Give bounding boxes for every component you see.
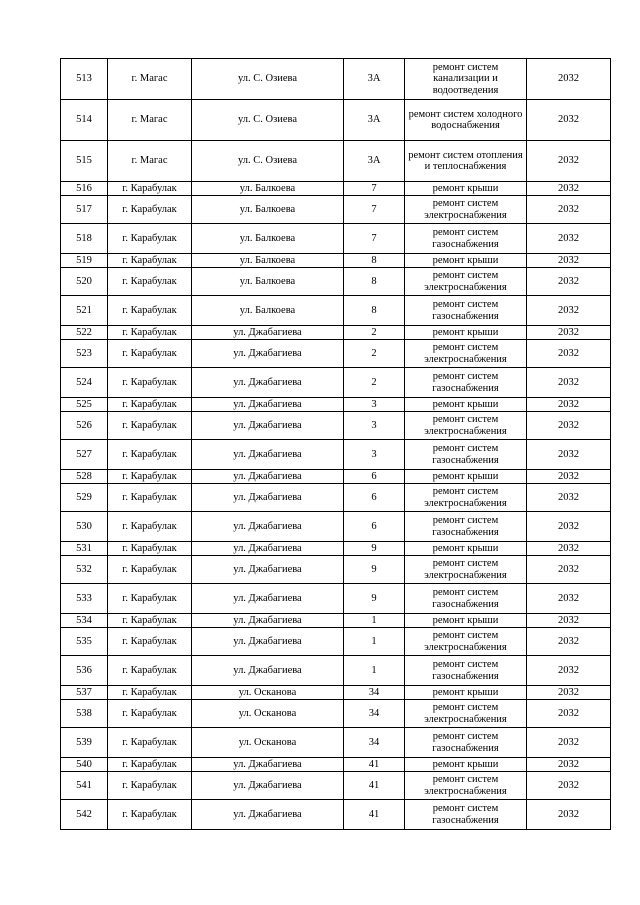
work-type-cell: ремонт систем газоснабжения (405, 800, 527, 830)
year-cell: 2032 (527, 182, 611, 196)
table-row (61, 368, 611, 398)
work-type-cell: ремонт крыши (405, 182, 527, 196)
year-cell: 2032 (527, 268, 611, 296)
row-number-cell: 516 (61, 182, 108, 196)
year-cell: 2032 (527, 686, 611, 700)
table-row (61, 340, 611, 368)
work-type-cell: ремонт систем электроснабжения (405, 628, 527, 656)
work-type-cell: ремонт систем газоснабжения (405, 296, 527, 326)
city-cell: г. Карабулак (108, 656, 192, 686)
row-number-cell: 513 (61, 59, 108, 100)
work-type-cell: ремонт систем газоснабжения (405, 728, 527, 758)
year-cell: 2032 (527, 800, 611, 830)
year-cell: 2032 (527, 584, 611, 614)
house-number-cell: 8 (344, 268, 405, 296)
city-cell: г. Карабулак (108, 700, 192, 728)
row-number-cell: 540 (61, 758, 108, 772)
city-cell: г. Карабулак (108, 772, 192, 800)
year-cell: 2032 (527, 470, 611, 484)
table-row (61, 196, 611, 224)
house-number-cell: 41 (344, 800, 405, 830)
house-number-cell: 8 (344, 296, 405, 326)
table-row (61, 224, 611, 254)
city-cell: г. Карабулак (108, 412, 192, 440)
city-cell: г. Карабулак (108, 758, 192, 772)
work-type-cell: ремонт систем электроснабжения (405, 700, 527, 728)
house-number-cell: 3А (344, 59, 405, 100)
street-cell: ул. Балкоева (192, 268, 344, 296)
work-type-cell: ремонт крыши (405, 254, 527, 268)
row-number-cell: 533 (61, 584, 108, 614)
year-cell: 2032 (527, 100, 611, 141)
house-number-cell: 3А (344, 100, 405, 141)
work-type-cell: ремонт систем газоснабжения (405, 656, 527, 686)
city-cell: г. Магас (108, 141, 192, 182)
work-type-cell: ремонт крыши (405, 686, 527, 700)
city-cell: г. Карабулак (108, 440, 192, 470)
year-cell: 2032 (527, 224, 611, 254)
work-type-cell: ремонт систем холодного водоснабжения (405, 100, 527, 141)
city-cell: г. Карабулак (108, 542, 192, 556)
house-number-cell: 41 (344, 772, 405, 800)
year-cell: 2032 (527, 296, 611, 326)
year-cell: 2032 (527, 628, 611, 656)
row-number-cell: 527 (61, 440, 108, 470)
year-cell: 2032 (527, 656, 611, 686)
row-number-cell: 542 (61, 800, 108, 830)
street-cell: ул. Осканова (192, 728, 344, 758)
city-cell: г. Карабулак (108, 628, 192, 656)
row-number-cell: 530 (61, 512, 108, 542)
table-row (61, 59, 611, 100)
row-number-cell: 537 (61, 686, 108, 700)
table-row (61, 254, 611, 268)
work-type-cell: ремонт крыши (405, 398, 527, 412)
table-row (61, 628, 611, 656)
street-cell: ул. Осканова (192, 700, 344, 728)
year-cell: 2032 (527, 398, 611, 412)
house-number-cell: 2 (344, 326, 405, 340)
table-row (61, 398, 611, 412)
table-row (61, 556, 611, 584)
table-row (61, 700, 611, 728)
work-type-cell: ремонт систем электроснабжения (405, 412, 527, 440)
house-number-cell: 1 (344, 656, 405, 686)
house-number-cell: 6 (344, 470, 405, 484)
year-cell: 2032 (527, 772, 611, 800)
table-row (61, 584, 611, 614)
street-cell: ул. Джабагиева (192, 542, 344, 556)
table-row (61, 728, 611, 758)
work-type-cell: ремонт систем электроснабжения (405, 484, 527, 512)
street-cell: ул. Джабагиева (192, 512, 344, 542)
house-number-cell: 7 (344, 182, 405, 196)
row-number-cell: 541 (61, 772, 108, 800)
year-cell: 2032 (527, 412, 611, 440)
table-row (61, 686, 611, 700)
street-cell: ул. Балкоева (192, 196, 344, 224)
work-type-cell: ремонт крыши (405, 470, 527, 484)
house-number-cell: 3 (344, 398, 405, 412)
street-cell: ул. Джабагиева (192, 556, 344, 584)
table-row (61, 772, 611, 800)
city-cell: г. Карабулак (108, 484, 192, 512)
house-number-cell: 7 (344, 196, 405, 224)
row-number-cell: 520 (61, 268, 108, 296)
house-number-cell: 41 (344, 758, 405, 772)
year-cell: 2032 (527, 340, 611, 368)
city-cell: г. Карабулак (108, 800, 192, 830)
row-number-cell: 525 (61, 398, 108, 412)
street-cell: ул. Осканова (192, 686, 344, 700)
house-number-cell: 34 (344, 700, 405, 728)
row-number-cell: 515 (61, 141, 108, 182)
city-cell: г. Карабулак (108, 584, 192, 614)
year-cell: 2032 (527, 512, 611, 542)
work-type-cell: ремонт крыши (405, 614, 527, 628)
street-cell: ул. Джабагиева (192, 614, 344, 628)
house-number-cell: 3 (344, 412, 405, 440)
year-cell: 2032 (527, 59, 611, 100)
city-cell: г. Карабулак (108, 556, 192, 584)
street-cell: ул. Джабагиева (192, 584, 344, 614)
row-number-cell: 538 (61, 700, 108, 728)
city-cell: г. Карабулак (108, 254, 192, 268)
table-row (61, 100, 611, 141)
year-cell: 2032 (527, 254, 611, 268)
city-cell: г. Карабулак (108, 470, 192, 484)
street-cell: ул. Балкоева (192, 182, 344, 196)
city-cell: г. Карабулак (108, 614, 192, 628)
house-number-cell: 2 (344, 368, 405, 398)
row-number-cell: 531 (61, 542, 108, 556)
table-body (61, 59, 611, 830)
city-cell: г. Карабулак (108, 340, 192, 368)
table-row (61, 326, 611, 340)
year-cell: 2032 (527, 440, 611, 470)
street-cell: ул. Джабагиева (192, 470, 344, 484)
house-number-cell: 34 (344, 728, 405, 758)
table-row (61, 470, 611, 484)
street-cell: ул. Джабагиева (192, 340, 344, 368)
table-row (61, 484, 611, 512)
year-cell: 2032 (527, 326, 611, 340)
street-cell: ул. Джабагиева (192, 656, 344, 686)
city-cell: г. Карабулак (108, 296, 192, 326)
house-number-cell: 3 (344, 440, 405, 470)
year-cell: 2032 (527, 368, 611, 398)
street-cell: ул. Джабагиева (192, 412, 344, 440)
street-cell: ул. Балкоева (192, 296, 344, 326)
street-cell: ул. Балкоева (192, 254, 344, 268)
table-row (61, 268, 611, 296)
street-cell: ул. Джабагиева (192, 326, 344, 340)
street-cell: ул. С. Озиева (192, 141, 344, 182)
row-number-cell: 539 (61, 728, 108, 758)
city-cell: г. Карабулак (108, 268, 192, 296)
row-number-cell: 514 (61, 100, 108, 141)
street-cell: ул. Джабагиева (192, 398, 344, 412)
table-row (61, 182, 611, 196)
work-type-cell: ремонт систем газоснабжения (405, 440, 527, 470)
work-type-cell: ремонт систем газоснабжения (405, 368, 527, 398)
street-cell: ул. Джабагиева (192, 440, 344, 470)
city-cell: г. Карабулак (108, 728, 192, 758)
work-type-cell: ремонт крыши (405, 542, 527, 556)
year-cell: 2032 (527, 141, 611, 182)
table-row (61, 512, 611, 542)
year-cell: 2032 (527, 700, 611, 728)
work-type-cell: ремонт систем канализации и водоотведения (405, 59, 527, 100)
city-cell: г. Карабулак (108, 196, 192, 224)
table-row (61, 656, 611, 686)
table-row (61, 758, 611, 772)
work-type-cell: ремонт систем электроснабжения (405, 196, 527, 224)
row-number-cell: 523 (61, 340, 108, 368)
year-cell: 2032 (527, 758, 611, 772)
table-row (61, 800, 611, 830)
house-number-cell: 34 (344, 686, 405, 700)
work-type-cell: ремонт систем электроснабжения (405, 340, 527, 368)
row-number-cell: 526 (61, 412, 108, 440)
city-cell: г. Магас (108, 59, 192, 100)
street-cell: ул. Джабагиева (192, 368, 344, 398)
city-cell: г. Карабулак (108, 368, 192, 398)
year-cell: 2032 (527, 614, 611, 628)
work-type-cell: ремонт систем газоснабжения (405, 512, 527, 542)
year-cell: 2032 (527, 728, 611, 758)
row-number-cell: 536 (61, 656, 108, 686)
row-number-cell: 521 (61, 296, 108, 326)
house-number-cell: 9 (344, 542, 405, 556)
house-number-cell: 7 (344, 224, 405, 254)
work-type-cell: ремонт систем электроснабжения (405, 556, 527, 584)
year-cell: 2032 (527, 196, 611, 224)
street-cell: ул. Джабагиева (192, 772, 344, 800)
table-row (61, 614, 611, 628)
street-cell: ул. Джабагиева (192, 800, 344, 830)
work-type-cell: ремонт систем газоснабжения (405, 224, 527, 254)
work-type-cell: ремонт систем электроснабжения (405, 268, 527, 296)
city-cell: г. Карабулак (108, 512, 192, 542)
house-number-cell: 8 (344, 254, 405, 268)
year-cell: 2032 (527, 484, 611, 512)
work-type-cell: ремонт систем газоснабжения (405, 584, 527, 614)
row-number-cell: 522 (61, 326, 108, 340)
street-cell: ул. Джабагиева (192, 758, 344, 772)
city-cell: г. Карабулак (108, 326, 192, 340)
street-cell: ул. Джабагиева (192, 628, 344, 656)
row-number-cell: 532 (61, 556, 108, 584)
city-cell: г. Карабулак (108, 224, 192, 254)
house-number-cell: 6 (344, 484, 405, 512)
year-cell: 2032 (527, 556, 611, 584)
house-number-cell: 6 (344, 512, 405, 542)
city-cell: г. Карабулак (108, 398, 192, 412)
work-type-cell: ремонт крыши (405, 758, 527, 772)
table-row (61, 141, 611, 182)
repair-schedule-table (60, 58, 611, 830)
house-number-cell: 1 (344, 628, 405, 656)
street-cell: ул. Джабагиева (192, 484, 344, 512)
house-number-cell: 9 (344, 584, 405, 614)
house-number-cell: 2 (344, 340, 405, 368)
table-row (61, 296, 611, 326)
street-cell: ул. С. Озиева (192, 100, 344, 141)
row-number-cell: 519 (61, 254, 108, 268)
house-number-cell: 1 (344, 614, 405, 628)
row-number-cell: 534 (61, 614, 108, 628)
work-type-cell: ремонт систем отопления и теплоснабжения (405, 141, 527, 182)
year-cell: 2032 (527, 542, 611, 556)
street-cell: ул. С. Озиева (192, 59, 344, 100)
row-number-cell: 529 (61, 484, 108, 512)
city-cell: г. Карабулак (108, 686, 192, 700)
row-number-cell: 517 (61, 196, 108, 224)
city-cell: г. Карабулак (108, 182, 192, 196)
city-cell: г. Магас (108, 100, 192, 141)
work-type-cell: ремонт крыши (405, 326, 527, 340)
row-number-cell: 528 (61, 470, 108, 484)
table-row (61, 440, 611, 470)
table-row (61, 412, 611, 440)
row-number-cell: 524 (61, 368, 108, 398)
house-number-cell: 9 (344, 556, 405, 584)
table-row (61, 542, 611, 556)
row-number-cell: 535 (61, 628, 108, 656)
row-number-cell: 518 (61, 224, 108, 254)
street-cell: ул. Балкоева (192, 224, 344, 254)
house-number-cell: 3А (344, 141, 405, 182)
work-type-cell: ремонт систем электроснабжения (405, 772, 527, 800)
